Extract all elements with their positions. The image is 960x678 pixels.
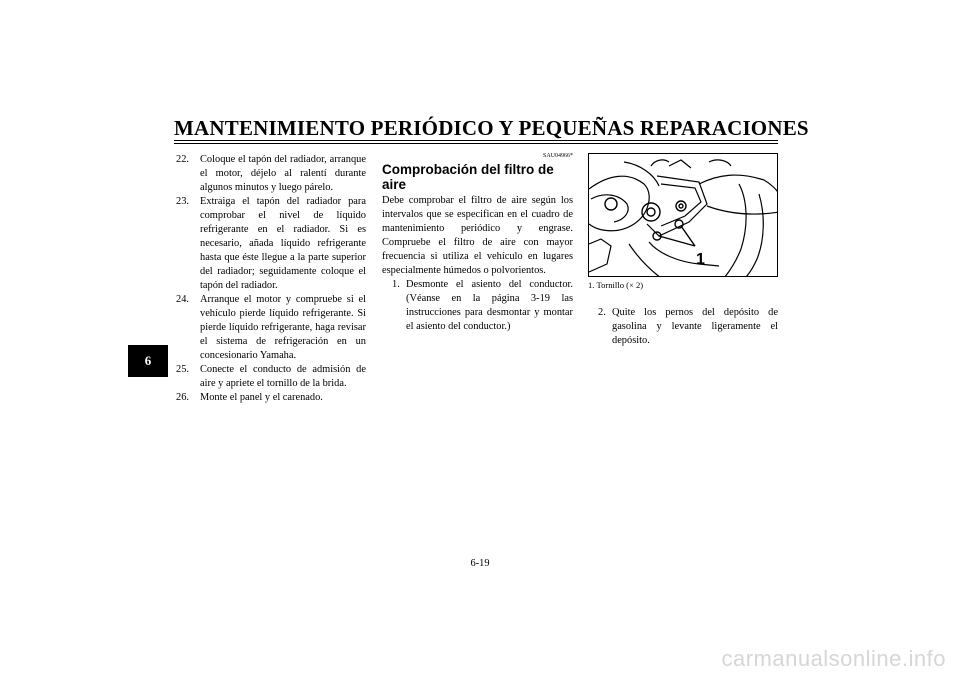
item-number: 23. (176, 196, 189, 207)
page-number: 6-19 (470, 558, 490, 569)
item-number: 24. (176, 294, 189, 305)
item-number: 22. (176, 154, 189, 165)
right-column (588, 153, 778, 348)
step-number: 2. (598, 307, 606, 318)
section-heading: Comprobación del filtro de aire (382, 162, 554, 192)
section-paragraph: Debe comprobar el filtro de aire según los intervalos que se especifican en el cuadro de mantenimiento periódico y engrase. Compruebe el filtro de aire con mayor frecuencia si utiliza el vehículo en lugares especialmente húmedos o polvorientos. (382, 195, 573, 276)
list-item (176, 293, 366, 363)
item-text: Arranque el motor y compruebe si el vehículo pierde líquido refrigerante. Si pierde líquido refrigerante, haga revisar el sistema de refrigeración en un concesionario Yamaha. (200, 294, 366, 361)
figure-callout-label: 1 (696, 251, 705, 268)
item-text: Conecte el conducto de admisión de aire y apriete el tornillo de la brida. (200, 364, 366, 389)
figure-fuel-tank-bolts (588, 153, 778, 277)
item-text: Monte el panel y el carenado. (200, 392, 323, 403)
chapter-tab: 6 (128, 345, 168, 377)
title-rule-top (174, 140, 778, 141)
item-number: 25. (176, 364, 189, 375)
section-code: SAU04966* (542, 153, 573, 159)
left-column (176, 153, 366, 405)
middle-column (382, 153, 573, 334)
list-item (176, 391, 366, 405)
procedure-list (176, 153, 366, 405)
figure-caption: 1. Tornillo (× 2) (588, 280, 644, 290)
list-item (176, 363, 366, 391)
list-item (176, 153, 366, 195)
step-text: Desmonte el asiento del conductor. (Véanse en la página 3-19 las instrucciones para desmontar y montar el asiento del conductor.) (406, 279, 573, 332)
item-number: 26. (176, 392, 189, 403)
step-item (382, 278, 573, 334)
figure-illustration (589, 154, 778, 277)
list-item (176, 195, 366, 293)
item-text: Coloque el tapón del radiador, arranque el motor, déjelo al ralentí durante algunos minutos y luego párelo. (200, 154, 366, 193)
step-number: 1. (392, 279, 400, 290)
step-item (588, 306, 778, 348)
item-text: Extraiga el tapón del radiador para comprobar el nivel de líquido refrigerante en el radiador. Si es necesario, añada líquido refrigerante hasta que éste llegue a la parte superior del radiador; seguidamente coloque el tapón del radiador. (200, 196, 366, 291)
title-rule-bottom (174, 143, 778, 144)
page-title: MANTENIMIENTO PERIÓDICO Y PEQUEÑAS REPARACIONES (174, 116, 809, 140)
watermark: carmanualsonline.info (721, 646, 946, 671)
step-text: Quite los pernos del depósito de gasolina y levante ligeramente el depósito. (612, 307, 778, 346)
